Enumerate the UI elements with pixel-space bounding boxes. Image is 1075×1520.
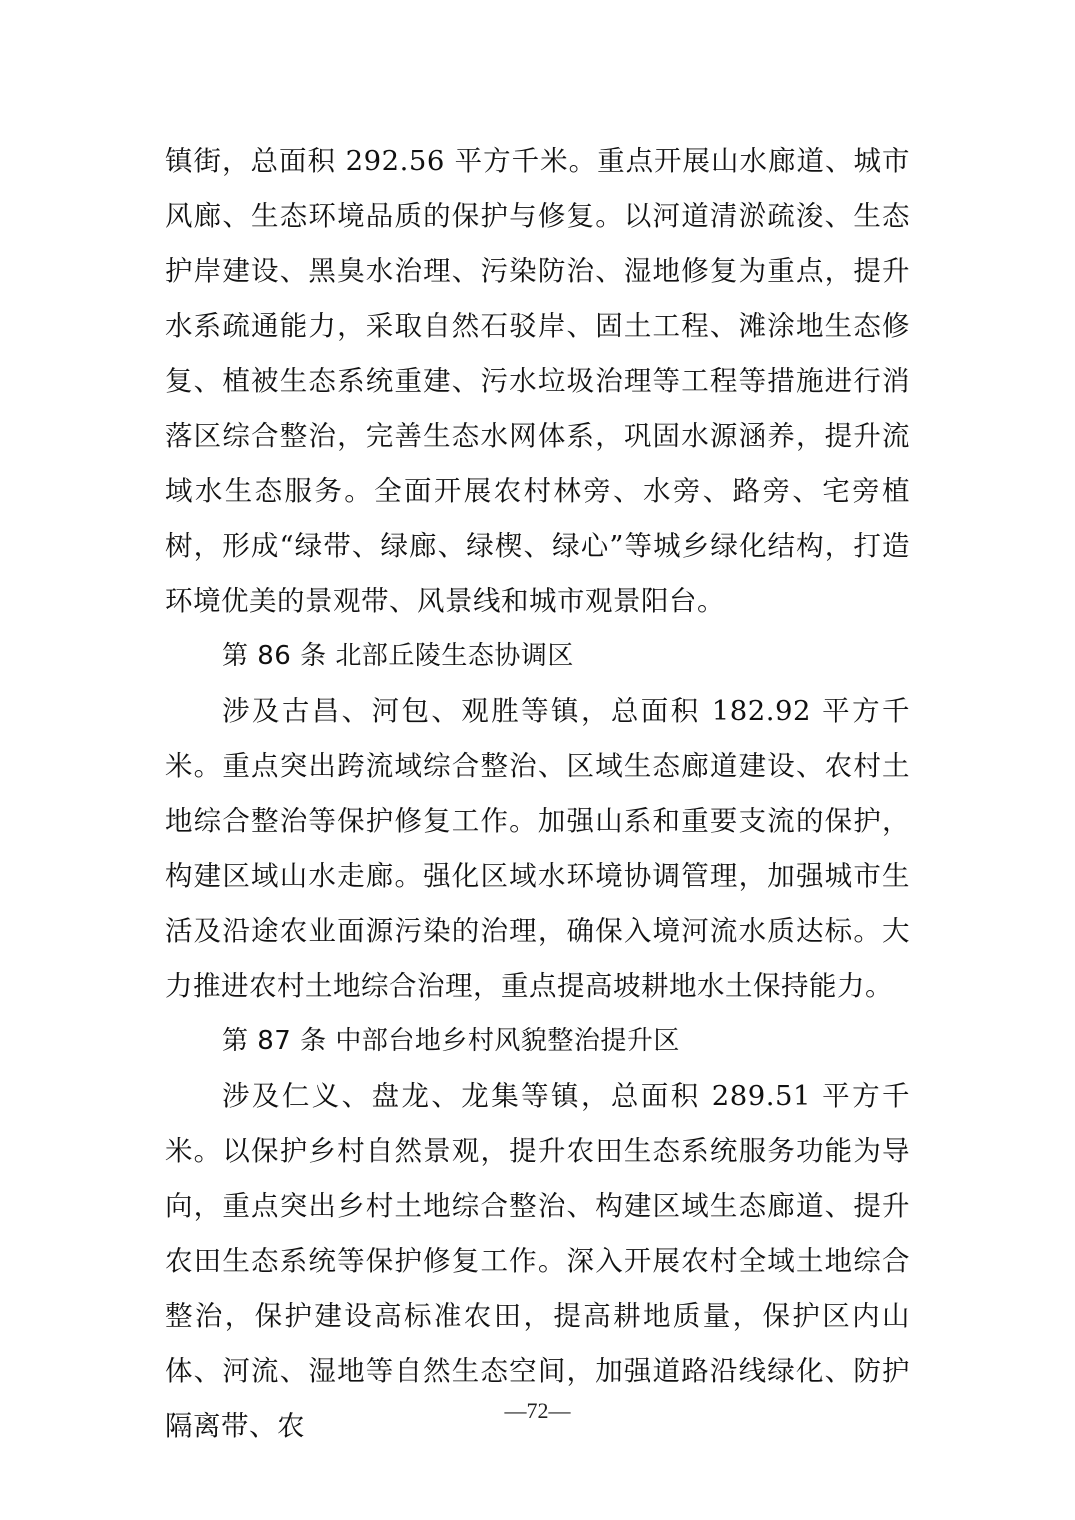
article-87-title: 第 87 条 中部台地乡村风貌整治提升区: [222, 1026, 680, 1056]
paragraph-article-87: 涉及仁义、盘龙、龙集等镇，总面积 289.51 平方千米。以保护乡村自然景观，提升农田生态系统服务功能为导向，重点突出乡村土地综合整治、构建区域生态廊道、提升农田生态系统等保护修复工作。深入开展农村全域土地综合整治，保护建设高标准农田，提高耕地质量，保护区内山体、河流、湿地等自然生态空间，加强道路沿线绿化、防护隔离带、农: [165, 1080, 910, 1442]
paragraph-continuation: 镇街，总面积 292.56 平方千米。重点开展山水廊道、城市风廊、生态环境品质的保护与修复。以河道清淤疏浚、生态护岸建设、黑臭水治理、污染防治、湿地修复为重点，提升水系疏通能力，采取自然石驳岸、固土工程、滩涂地生态修复、植被生态系统重建、污水垃圾治理等工程等措施进行消落区综合整治，完善生态水网体系，巩固水源涵养，提升流域水生态服务。全面开展农村林旁、水旁、路旁、宅旁植树，形成“绿带、绿廊、绿楔、绿心”等城乡绿化结构，打造环境优美的景观带、风景线和城市观景阳台。: [165, 145, 910, 617]
paragraph-article-86: 涉及古昌、河包、观胜等镇，总面积 182.92 平方千米。重点突出跨流域综合整治、区域生态廊道建设、农村土地综合整治等保护修复工作。加强山系和重要支流的保护，构建区域山水走廊。强化区域水环境协调管理，加强城市生活及沿途农业面源污染的治理，确保入境河流水质达标。大力推进农村土地综合治理，重点提高坡耕地水土保持能力。: [165, 695, 910, 1002]
page-number: —72—: [504, 1398, 571, 1423]
article-86-title: 第 86 条 北部丘陵生态协调区: [222, 641, 574, 671]
document-body: [165, 134, 910, 1454]
